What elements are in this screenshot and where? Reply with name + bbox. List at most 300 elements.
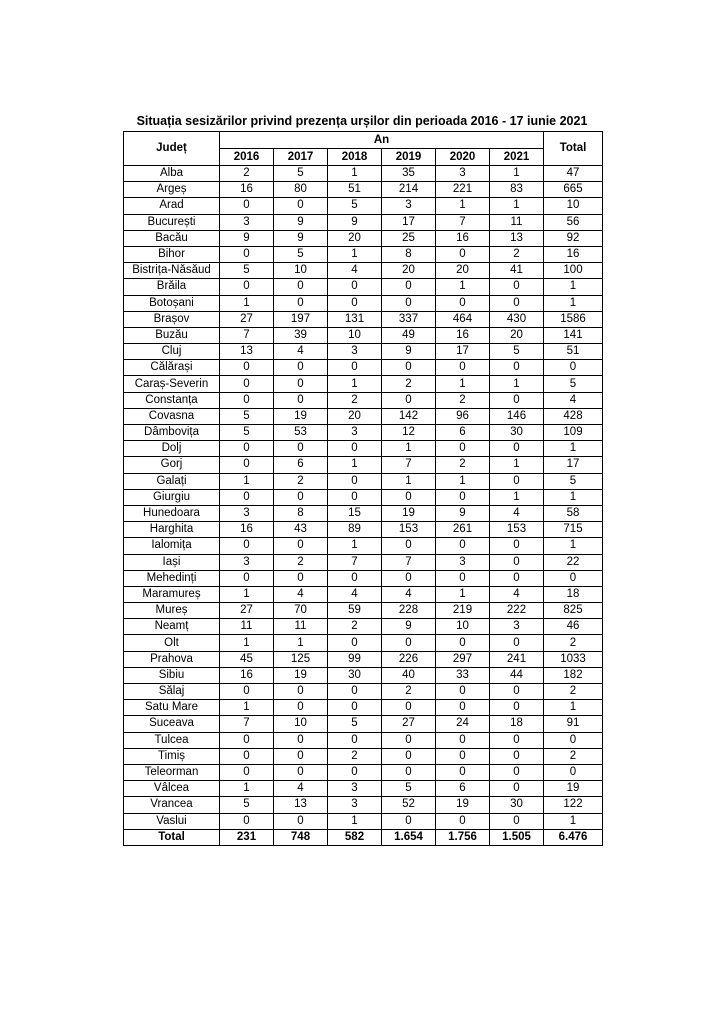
total-cell: 0	[544, 764, 603, 780]
y2019-cell: 27	[382, 716, 436, 732]
y2021-cell: 1	[490, 457, 544, 473]
y2018-cell: 0	[328, 360, 382, 376]
total-cell: 1	[544, 538, 603, 554]
y2017-cell: 19	[274, 408, 328, 424]
y2019-cell: 0	[382, 392, 436, 408]
total-value: 1.505	[490, 829, 544, 845]
y2016-cell: 9	[220, 230, 274, 246]
y2021-cell: 0	[490, 732, 544, 748]
table-row	[124, 522, 603, 538]
y2016-cell: 0	[220, 684, 274, 700]
county-cell: Teleorman	[124, 764, 220, 780]
y2017-cell: 0	[274, 198, 328, 214]
table-row	[124, 311, 603, 327]
y2016-cell: 0	[220, 376, 274, 392]
y2019-cell: 7	[382, 554, 436, 570]
table-row	[124, 182, 603, 198]
y2020-cell: 0	[436, 295, 490, 311]
table-row	[124, 603, 603, 619]
y2019-cell: 3	[382, 198, 436, 214]
total-cell: 17	[544, 457, 603, 473]
total-cell: 1	[544, 813, 603, 829]
y2020-cell: 19	[436, 797, 490, 813]
county-cell: Harghita	[124, 522, 220, 538]
county-cell: Brașov	[124, 311, 220, 327]
county-cell: Dâmbovița	[124, 425, 220, 441]
county-cell: Alba	[124, 166, 220, 182]
y2019-cell: 214	[382, 182, 436, 198]
y2018-cell: 0	[328, 764, 382, 780]
y2018-cell: 1	[328, 166, 382, 182]
y2020-cell: 1	[436, 279, 490, 295]
y2019-cell: 49	[382, 327, 436, 343]
y2021-cell: 5	[490, 344, 544, 360]
total-label: Total	[124, 829, 220, 845]
county-cell: Botoșani	[124, 295, 220, 311]
y2019-cell: 0	[382, 570, 436, 586]
table-row	[124, 716, 603, 732]
y2017-cell: 43	[274, 522, 328, 538]
y2020-cell: 297	[436, 651, 490, 667]
y2020-cell: 24	[436, 716, 490, 732]
y2017-cell: 6	[274, 457, 328, 473]
y2020-cell: 0	[436, 360, 490, 376]
y2019-cell: 0	[382, 635, 436, 651]
y2020-cell: 3	[436, 554, 490, 570]
y2020-cell: 1	[436, 198, 490, 214]
y2016-cell: 0	[220, 748, 274, 764]
y2019-cell: 1	[382, 441, 436, 457]
y2019-cell: 20	[382, 263, 436, 279]
y2017-cell: 0	[274, 764, 328, 780]
y2020-cell: 0	[436, 684, 490, 700]
y2018-cell: 30	[328, 667, 382, 683]
y2021-cell: 1	[490, 489, 544, 505]
y2016-cell: 7	[220, 327, 274, 343]
y2018-cell: 10	[328, 327, 382, 343]
table-body	[124, 166, 603, 846]
y2017-cell: 0	[274, 732, 328, 748]
y2018-cell: 1	[328, 457, 382, 473]
y2017-cell: 0	[274, 570, 328, 586]
table-row	[124, 376, 603, 392]
total-value: 1.756	[436, 829, 490, 845]
y2019-cell: 1	[382, 473, 436, 489]
table-row	[124, 813, 603, 829]
table-row	[124, 279, 603, 295]
y2018-cell: 0	[328, 684, 382, 700]
total-value: 748	[274, 829, 328, 845]
y2020-cell: 0	[436, 732, 490, 748]
y2020-cell: 6	[436, 425, 490, 441]
y2019-cell: 0	[382, 748, 436, 764]
y2016-cell: 16	[220, 667, 274, 683]
y2017-cell: 125	[274, 651, 328, 667]
y2017-cell: 0	[274, 376, 328, 392]
y2021-cell: 18	[490, 716, 544, 732]
total-cell: 58	[544, 505, 603, 521]
y2020-cell: 221	[436, 182, 490, 198]
y2017-cell: 0	[274, 489, 328, 505]
y2019-cell: 2	[382, 376, 436, 392]
y2016-cell: 3	[220, 214, 274, 230]
county-cell: Caraș-Severin	[124, 376, 220, 392]
y2021-cell: 0	[490, 684, 544, 700]
county-cell: Prahova	[124, 651, 220, 667]
y2020-cell: 219	[436, 603, 490, 619]
total-cell: 109	[544, 425, 603, 441]
y2018-cell: 51	[328, 182, 382, 198]
y2016-cell: 0	[220, 246, 274, 262]
y2016-cell: 0	[220, 441, 274, 457]
county-cell: Maramureș	[124, 586, 220, 602]
y2016-cell: 1	[220, 635, 274, 651]
y2020-cell: 464	[436, 311, 490, 327]
county-cell: Iași	[124, 554, 220, 570]
county-cell: Suceava	[124, 716, 220, 732]
total-cell: 428	[544, 408, 603, 424]
y2017-cell: 13	[274, 797, 328, 813]
y2019-cell: 0	[382, 279, 436, 295]
y2018-cell: 0	[328, 732, 382, 748]
county-cell: Bihor	[124, 246, 220, 262]
y2017-cell: 0	[274, 538, 328, 554]
y2020-cell: 0	[436, 538, 490, 554]
table-row	[124, 651, 603, 667]
table-row	[124, 797, 603, 813]
table-row	[124, 166, 603, 182]
table-row	[124, 781, 603, 797]
y2017-cell: 4	[274, 344, 328, 360]
y2017-cell: 197	[274, 311, 328, 327]
y2020-cell: 0	[436, 813, 490, 829]
y2021-cell: 241	[490, 651, 544, 667]
y2019-cell: 0	[382, 295, 436, 311]
y2019-cell: 0	[382, 732, 436, 748]
y2016-cell: 0	[220, 732, 274, 748]
county-cell: Sibiu	[124, 667, 220, 683]
y2017-cell: 80	[274, 182, 328, 198]
y2021-cell: 44	[490, 667, 544, 683]
table-row	[124, 748, 603, 764]
total-cell: 56	[544, 214, 603, 230]
y2019-cell: 0	[382, 360, 436, 376]
table-row	[124, 392, 603, 408]
header-year: 2016	[220, 149, 274, 166]
y2021-cell: 0	[490, 570, 544, 586]
y2021-cell: 11	[490, 214, 544, 230]
y2021-cell: 0	[490, 392, 544, 408]
county-cell: Sălaj	[124, 684, 220, 700]
y2020-cell: 33	[436, 667, 490, 683]
total-cell: 0	[544, 570, 603, 586]
y2019-cell: 9	[382, 619, 436, 635]
y2018-cell: 7	[328, 554, 382, 570]
county-cell: Vrancea	[124, 797, 220, 813]
y2021-cell: 83	[490, 182, 544, 198]
y2021-cell: 0	[490, 441, 544, 457]
y2016-cell: 1	[220, 781, 274, 797]
total-value: 231	[220, 829, 274, 845]
y2017-cell: 10	[274, 716, 328, 732]
y2016-cell: 1	[220, 295, 274, 311]
y2018-cell: 89	[328, 522, 382, 538]
y2021-cell: 0	[490, 635, 544, 651]
table-row	[124, 408, 603, 424]
total-value: 1.654	[382, 829, 436, 845]
y2021-cell: 0	[490, 279, 544, 295]
y2018-cell: 0	[328, 635, 382, 651]
y2016-cell: 0	[220, 198, 274, 214]
y2020-cell: 7	[436, 214, 490, 230]
y2020-cell: 20	[436, 263, 490, 279]
y2016-cell: 0	[220, 360, 274, 376]
y2017-cell: 0	[274, 441, 328, 457]
total-cell: 0	[544, 732, 603, 748]
total-cell: 1	[544, 279, 603, 295]
table-row	[124, 489, 603, 505]
y2021-cell: 0	[490, 473, 544, 489]
y2021-cell: 153	[490, 522, 544, 538]
county-cell: Bacău	[124, 230, 220, 246]
total-cell: 46	[544, 619, 603, 635]
y2020-cell: 10	[436, 619, 490, 635]
y2020-cell: 0	[436, 570, 490, 586]
y2019-cell: 52	[382, 797, 436, 813]
table-row	[124, 214, 603, 230]
y2020-cell: 0	[436, 489, 490, 505]
y2021-cell: 1	[490, 166, 544, 182]
y2019-cell: 2	[382, 684, 436, 700]
table-row	[124, 246, 603, 262]
y2017-cell: 0	[274, 813, 328, 829]
total-cell: 2	[544, 748, 603, 764]
y2018-cell: 15	[328, 505, 382, 521]
y2017-cell: 5	[274, 246, 328, 262]
y2021-cell: 146	[490, 408, 544, 424]
y2017-cell: 0	[274, 279, 328, 295]
county-cell: Ialomița	[124, 538, 220, 554]
y2019-cell: 8	[382, 246, 436, 262]
y2018-cell: 2	[328, 619, 382, 635]
y2017-cell: 0	[274, 392, 328, 408]
y2021-cell: 2	[490, 246, 544, 262]
y2019-cell: 142	[382, 408, 436, 424]
y2018-cell: 0	[328, 570, 382, 586]
y2016-cell: 5	[220, 408, 274, 424]
total-cell: 141	[544, 327, 603, 343]
y2021-cell: 3	[490, 619, 544, 635]
total-cell: 100	[544, 263, 603, 279]
y2020-cell: 0	[436, 764, 490, 780]
y2020-cell: 0	[436, 246, 490, 262]
y2019-cell: 4	[382, 586, 436, 602]
header-total: Total	[544, 132, 603, 166]
y2019-cell: 40	[382, 667, 436, 683]
table-row	[124, 198, 603, 214]
y2020-cell: 17	[436, 344, 490, 360]
header-year: 2019	[382, 149, 436, 166]
table-row	[124, 586, 603, 602]
y2018-cell: 131	[328, 311, 382, 327]
header-judet: Județ	[124, 132, 220, 166]
y2021-cell: 1	[490, 198, 544, 214]
county-cell: Neamț	[124, 619, 220, 635]
y2021-cell: 13	[490, 230, 544, 246]
table-row	[124, 360, 603, 376]
county-cell: Constanța	[124, 392, 220, 408]
y2020-cell: 0	[436, 700, 490, 716]
county-cell: Giurgiu	[124, 489, 220, 505]
y2018-cell: 9	[328, 214, 382, 230]
table-row	[124, 619, 603, 635]
table-row	[124, 732, 603, 748]
table-row	[124, 295, 603, 311]
y2017-cell: 9	[274, 214, 328, 230]
total-row	[124, 829, 603, 845]
y2021-cell: 20	[490, 327, 544, 343]
y2018-cell: 5	[328, 198, 382, 214]
total-value: 6.476	[544, 829, 603, 845]
y2020-cell: 16	[436, 327, 490, 343]
total-cell: 182	[544, 667, 603, 683]
y2020-cell: 2	[436, 392, 490, 408]
y2016-cell: 1	[220, 473, 274, 489]
y2018-cell: 3	[328, 425, 382, 441]
y2020-cell: 0	[436, 635, 490, 651]
y2020-cell: 6	[436, 781, 490, 797]
total-cell: 1	[544, 489, 603, 505]
table-row	[124, 263, 603, 279]
county-cell: Vâlcea	[124, 781, 220, 797]
y2021-cell: 0	[490, 538, 544, 554]
y2018-cell: 2	[328, 748, 382, 764]
y2017-cell: 70	[274, 603, 328, 619]
header-year: 2020	[436, 149, 490, 166]
y2016-cell: 27	[220, 311, 274, 327]
y2017-cell: 4	[274, 586, 328, 602]
y2021-cell: 0	[490, 764, 544, 780]
total-cell: 5	[544, 473, 603, 489]
y2019-cell: 7	[382, 457, 436, 473]
total-cell: 10	[544, 198, 603, 214]
total-cell: 4	[544, 392, 603, 408]
table-row	[124, 538, 603, 554]
county-cell: Arad	[124, 198, 220, 214]
total-cell: 122	[544, 797, 603, 813]
total-cell: 0	[544, 360, 603, 376]
y2021-cell: 0	[490, 781, 544, 797]
y2016-cell: 0	[220, 489, 274, 505]
y2021-cell: 0	[490, 554, 544, 570]
y2021-cell: 1	[490, 376, 544, 392]
total-cell: 51	[544, 344, 603, 360]
county-cell: Argeș	[124, 182, 220, 198]
y2018-cell: 20	[328, 408, 382, 424]
y2016-cell: 1	[220, 700, 274, 716]
y2019-cell: 35	[382, 166, 436, 182]
y2021-cell: 0	[490, 295, 544, 311]
table-row	[124, 327, 603, 343]
y2019-cell: 19	[382, 505, 436, 521]
y2019-cell: 9	[382, 344, 436, 360]
y2018-cell: 0	[328, 700, 382, 716]
y2016-cell: 16	[220, 182, 274, 198]
y2016-cell: 11	[220, 619, 274, 635]
y2017-cell: 0	[274, 700, 328, 716]
y2017-cell: 5	[274, 166, 328, 182]
y2019-cell: 17	[382, 214, 436, 230]
y2018-cell: 0	[328, 441, 382, 457]
table-row	[124, 667, 603, 683]
county-cell: Hunedoara	[124, 505, 220, 521]
county-cell: București	[124, 214, 220, 230]
total-cell: 2	[544, 684, 603, 700]
table-row	[124, 425, 603, 441]
y2017-cell: 0	[274, 684, 328, 700]
y2018-cell: 3	[328, 781, 382, 797]
y2016-cell: 0	[220, 392, 274, 408]
y2016-cell: 5	[220, 263, 274, 279]
total-cell: 1033	[544, 651, 603, 667]
y2016-cell: 7	[220, 716, 274, 732]
y2018-cell: 1	[328, 376, 382, 392]
table-row	[124, 570, 603, 586]
y2021-cell: 0	[490, 748, 544, 764]
y2021-cell: 222	[490, 603, 544, 619]
table-row	[124, 505, 603, 521]
table-row	[124, 635, 603, 651]
y2019-cell: 0	[382, 764, 436, 780]
y2017-cell: 53	[274, 425, 328, 441]
y2017-cell: 4	[274, 781, 328, 797]
total-cell: 47	[544, 166, 603, 182]
y2016-cell: 0	[220, 457, 274, 473]
y2019-cell: 228	[382, 603, 436, 619]
y2018-cell: 2	[328, 392, 382, 408]
table-row	[124, 684, 603, 700]
y2016-cell: 27	[220, 603, 274, 619]
table-row	[124, 554, 603, 570]
total-cell: 92	[544, 230, 603, 246]
table-row	[124, 230, 603, 246]
y2019-cell: 5	[382, 781, 436, 797]
y2017-cell: 19	[274, 667, 328, 683]
y2018-cell: 20	[328, 230, 382, 246]
document-title: Situația sesizărilor privind prezența urșilor din perioada 2016 - 17 iunie 2021	[136, 114, 588, 128]
total-cell: 825	[544, 603, 603, 619]
y2016-cell: 13	[220, 344, 274, 360]
header-year: 2017	[274, 149, 328, 166]
y2018-cell: 0	[328, 489, 382, 505]
y2016-cell: 0	[220, 813, 274, 829]
y2017-cell: 0	[274, 295, 328, 311]
total-cell: 1	[544, 700, 603, 716]
y2019-cell: 0	[382, 813, 436, 829]
y2016-cell: 0	[220, 764, 274, 780]
y2017-cell: 1	[274, 635, 328, 651]
y2020-cell: 9	[436, 505, 490, 521]
y2018-cell: 0	[328, 295, 382, 311]
y2020-cell: 261	[436, 522, 490, 538]
y2016-cell: 5	[220, 797, 274, 813]
county-cell: Gorj	[124, 457, 220, 473]
y2018-cell: 0	[328, 279, 382, 295]
y2017-cell: 39	[274, 327, 328, 343]
y2018-cell: 3	[328, 797, 382, 813]
y2021-cell: 41	[490, 263, 544, 279]
county-cell: Galați	[124, 473, 220, 489]
